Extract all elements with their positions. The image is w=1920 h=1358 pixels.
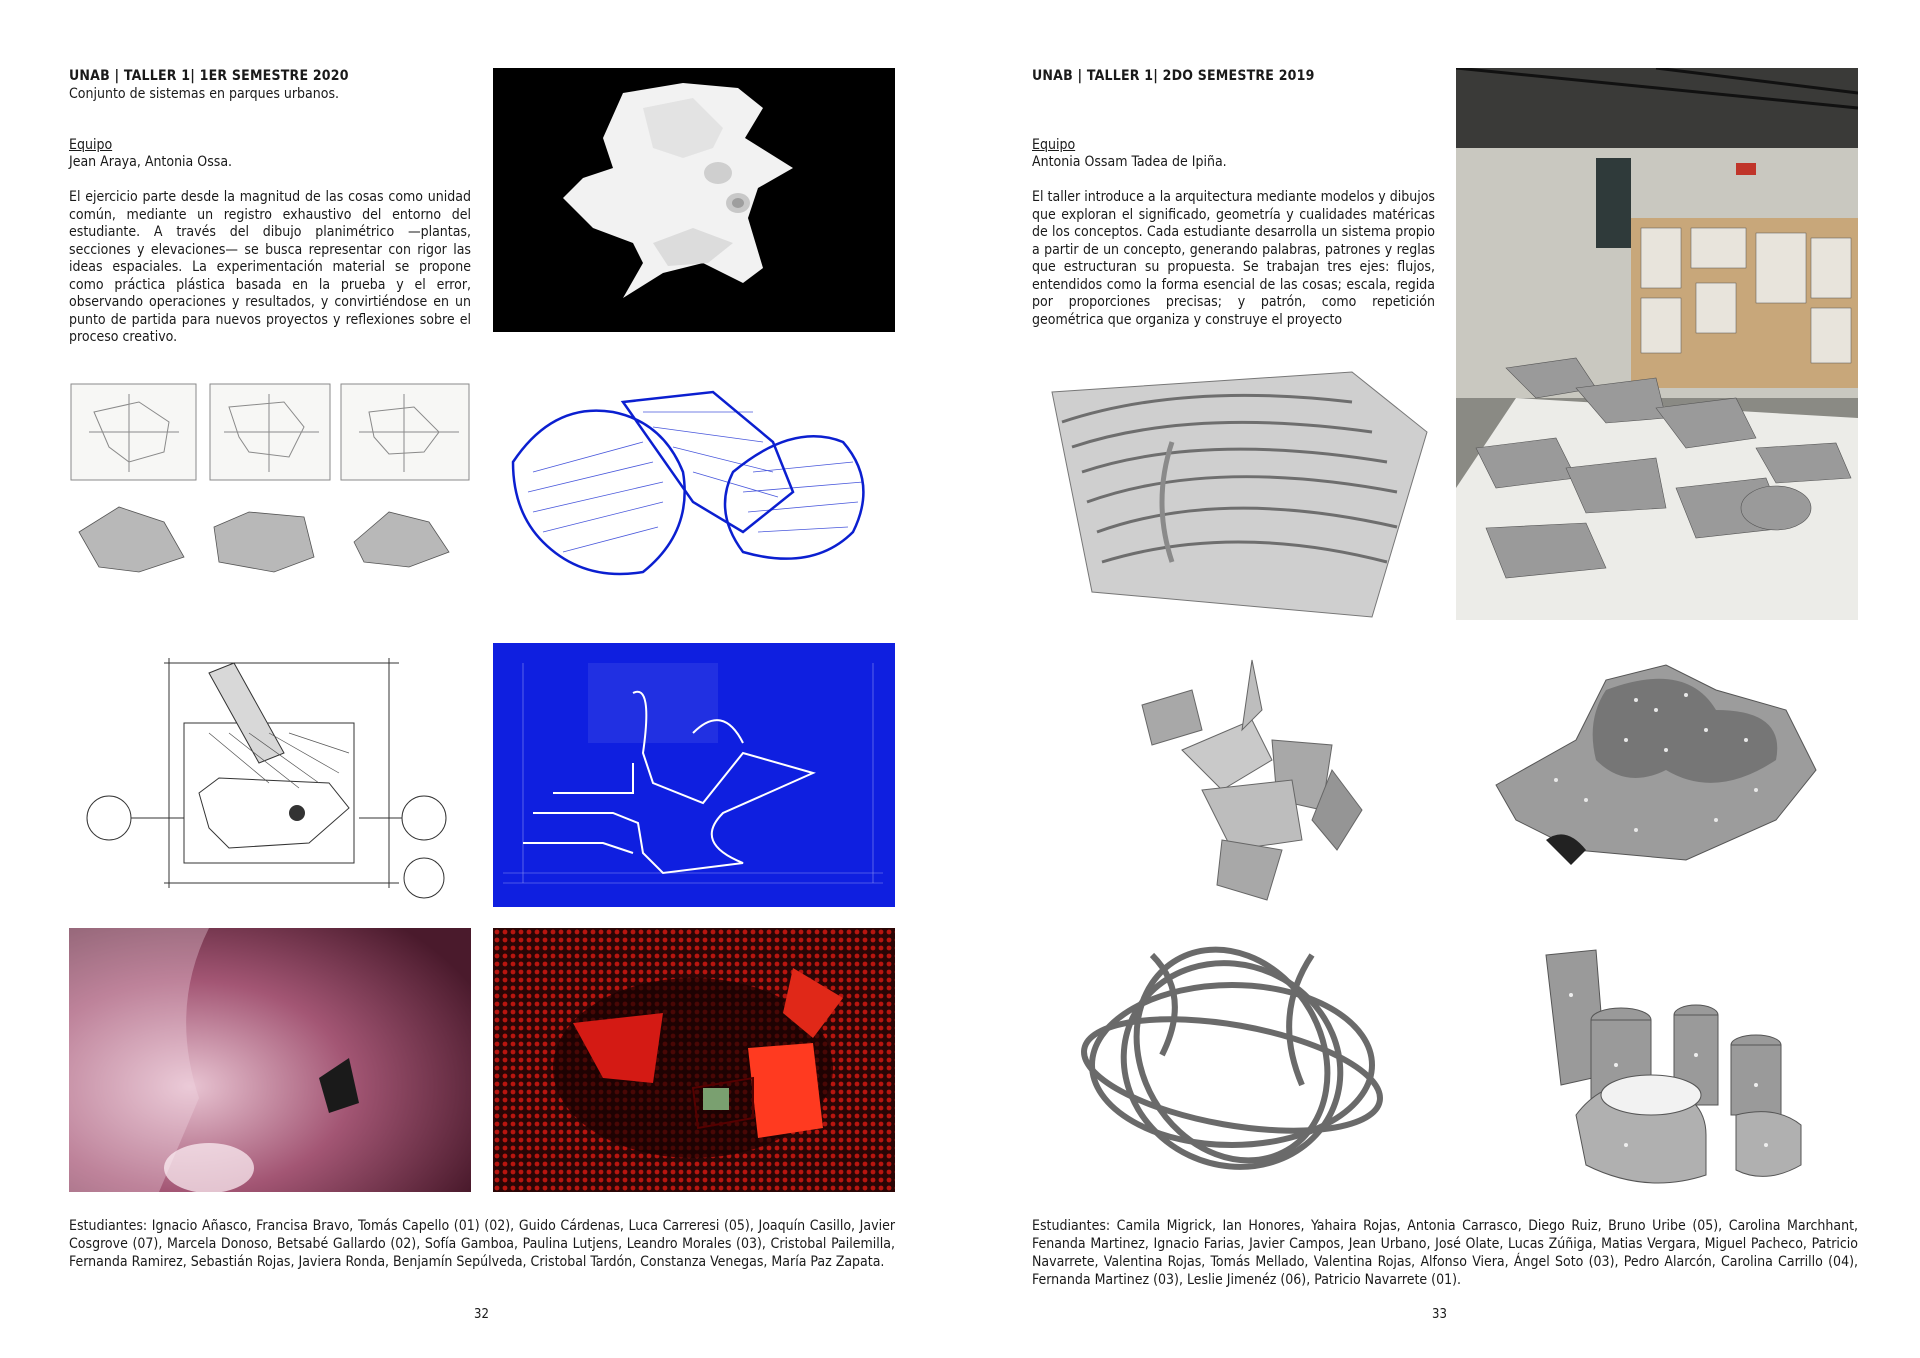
right-page-number: 33 bbox=[1432, 1307, 1447, 1322]
pink-model-photo bbox=[69, 928, 471, 1192]
plaster-model-photo bbox=[493, 68, 895, 332]
planimetric-sketches bbox=[69, 382, 471, 594]
technical-plan-drawing bbox=[69, 643, 471, 907]
perforated-cylinders-model bbox=[1456, 935, 1858, 1199]
left-team-label: Equipo bbox=[69, 137, 113, 153]
studio-exhibition-photo bbox=[1456, 68, 1858, 620]
metal-strips-model bbox=[1032, 362, 1434, 622]
left-subtitle: Conjunto de sistemas en parques urbanos. bbox=[69, 86, 340, 102]
left-body-text: El ejercicio parte desde la magnitud de las cosas como unidad común, mediante un registro exhaustivo del entorno del estudiante. A través del dibujo planimétrico —plantas, secciones y elevaciones— se busca representar con rigor las ideas espaciales. La experimentación material se propone como práctica plástica basada en la prueba y el error, observando operaciones y resultados, y convirtiéndose en un punto de partida para nuevos proyectos y reflexiones sobre el proceso creativo. bbox=[69, 189, 471, 345]
blue-hatching-drawing bbox=[493, 382, 895, 594]
folded-metal-sculpture bbox=[1032, 650, 1434, 914]
right-team-names: Antonia Ossam Tadea de Ipiña. bbox=[1032, 154, 1227, 170]
perforated-sheet-model bbox=[1456, 650, 1858, 914]
right-page bbox=[960, 0, 1920, 1358]
left-students: Estudiantes: Ignacio Añasco, Francisa Bravo, Tomás Capello (01) (02), Guido Cárdenas, Luca Carreresi (05), Joaquín Casillo, Javier Cosgrove (07), Marcela Donoso, Betsabé Gallardo (02), Sofía Gamboa, Paulina Lutjens, Leandro Morales (03), Cristobal Pailemilla, Fernanda Ramirez, Sebastián Rojas, Javiera Ronda, Benjamín Sepúlveda, Cristobal Tardón, Constanza Venegas, María Paz Zapata. bbox=[69, 1218, 895, 1270]
metal-ribbon-sphere bbox=[1032, 935, 1434, 1199]
left-header: UNAB | TALLER 1| 1ER SEMESTRE 2020 bbox=[69, 68, 349, 84]
left-team-names: Jean Araya, Antonia Ossa. bbox=[69, 154, 233, 170]
right-students: Estudiantes: Camila Migrick, Ian Honores, Yahaira Rojas, Antonia Carrasco, Diego Ruiz, Bruno Uribe (05), Carolina Marchhant, Fenanda Martinez, Ignacio Farias, Javier Campos, Jean Urbano, José Olate, Lucas Zúñiga, Matias Vergara, Miguel Pacheco, Patricio Navarrete, Valentina Rojas, Tomás Mellado, Valentina Rojas, Alfonso Viera, Ángel Soto (03), Pedro Alarcón, Carolina Carrillo (04), Fernanda Martinez (03), Leslie Jimenéz (06), Patricio Navarrete (01). bbox=[1032, 1218, 1858, 1288]
blueprint-drawing bbox=[493, 643, 895, 907]
right-header: UNAB | TALLER 1| 2DO SEMESTRE 2019 bbox=[1032, 68, 1315, 84]
left-page-number: 32 bbox=[474, 1307, 489, 1322]
right-team-label: Equipo bbox=[1032, 137, 1076, 153]
red-light-installation-photo bbox=[493, 928, 895, 1192]
right-body-text: El taller introduce a la arquitectura mediante modelos y dibujos que exploran el significado, geometría y cualidades matéricas de los conceptos. Cada estudiante desarrolla un sistema propio a partir de un concepto, generando palabras, patrones y reglas que estructuran su propuesta. Se trabajan tres ejes: flujos, entendidos como la forma esencial de las cosas; escala, regida por proporciones precisas; y patrón, como repetición geométrica que organiza y construye el proyecto bbox=[1032, 189, 1435, 328]
